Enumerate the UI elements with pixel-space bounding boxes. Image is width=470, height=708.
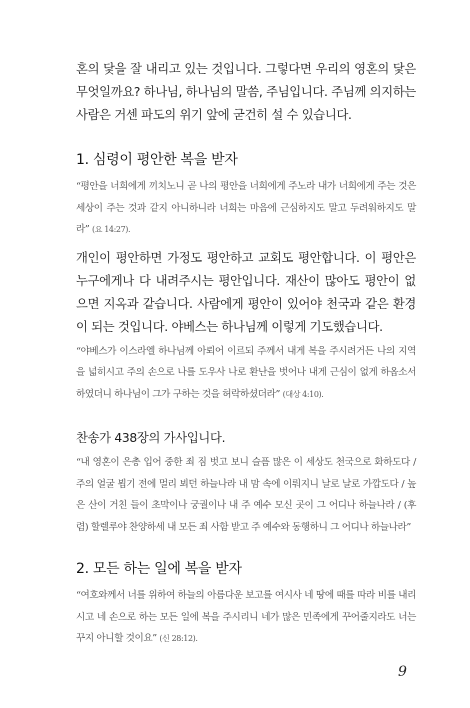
quote-reference: (대상 4:10). <box>282 389 324 399</box>
body-paragraph-peace: 개인이 평안하면 가정도 평안하고 교회도 평안합니다. 이 평안은 누구에게나 다 내려주시는 평안입니다. 재산이 많아도 평안이 없으면 지옥과 같습니다. 사람에게 평안이 있어야 천국과 같은 환경이 되는 것입니다. 야베스는 하나님께 이렇게 기도했습니다. <box>76 250 416 334</box>
hymn-intro: 찬송가 438장의 가사입니다. <box>76 431 226 445</box>
quote-text: “야베스가 이스라엘 하나님께 아뢰어 이르되 주께서 내게 복을 주시려거든 나의 지역을 넓히시고 주의 손으로 나를 도우사 나로 환난을 벗어나 내게 근심이 없게 하옵소서 하였더니 하나님이 그가 구하는 것을 허락하셨더라” <box>76 345 416 400</box>
scripture-quote-deuteronomy <box>76 585 416 650</box>
section-heading-2: 2. 모든 하는 일에 복을 받자 <box>76 561 242 577</box>
page-content <box>76 58 416 650</box>
scripture-quote-john <box>76 176 416 241</box>
quote-reference: (요 14:27). <box>92 225 131 234</box>
section-heading-1: 1. 심령이 평안한 복을 받자 <box>76 152 238 168</box>
hymn-lyrics-quote: “내 영혼이 은총 입어 중한 죄 짐 벗고 보니 슬픔 많은 이 세상도 천국으로 화하도다 / 주의 얼굴 뵙기 전에 멀리 뵈던 하늘나라 내 맘 속에 이뤄지니 날로 날로 가깝도다 / 높은 산이 거친 들이 초막이나 궁궐이나 내 주 예수 모신 곳이 그 어디나 하늘나라 / (후렴) 할렐루야 찬양하세 내 모든 죄 사함 받고 주 예수와 동행하니 그 어디나 하늘나라” <box>76 457 416 533</box>
scripture-quote-jabez <box>76 341 416 406</box>
intro-paragraph: 혼의 닻을 잘 내리고 있는 것입니다. 그렇다면 우리의 영혼의 닻은 무엇일까요? 하나님, 하나님의 말씀, 주님입니다. 주님께 의지하는 사람은 거센 파도의 위기 앞에 굳건히 설 수 있습니다. <box>76 62 416 122</box>
quote-reference: (신 28:12). <box>159 634 198 643</box>
quote-text: “평안을 너희에게 끼치노니 곧 나의 평안을 너희에게 주노라 내가 너희에게 주는 것은 세상이 주는 것과 같지 아니하니라 너희는 마음에 근심하지도 말고 두려워하지도 말라” <box>76 181 416 235</box>
page-number: 9 <box>398 664 407 680</box>
quote-text: “여호와께서 너를 위하여 하늘의 아름다운 보고를 여시사 네 땅에 때를 따라 비를 내리시고 네 손으로 하는 모든 일에 복을 주시리니 네가 많은 민족에게 꾸어줄지라도 너는 꾸지 아니할 것이요” <box>76 590 416 644</box>
